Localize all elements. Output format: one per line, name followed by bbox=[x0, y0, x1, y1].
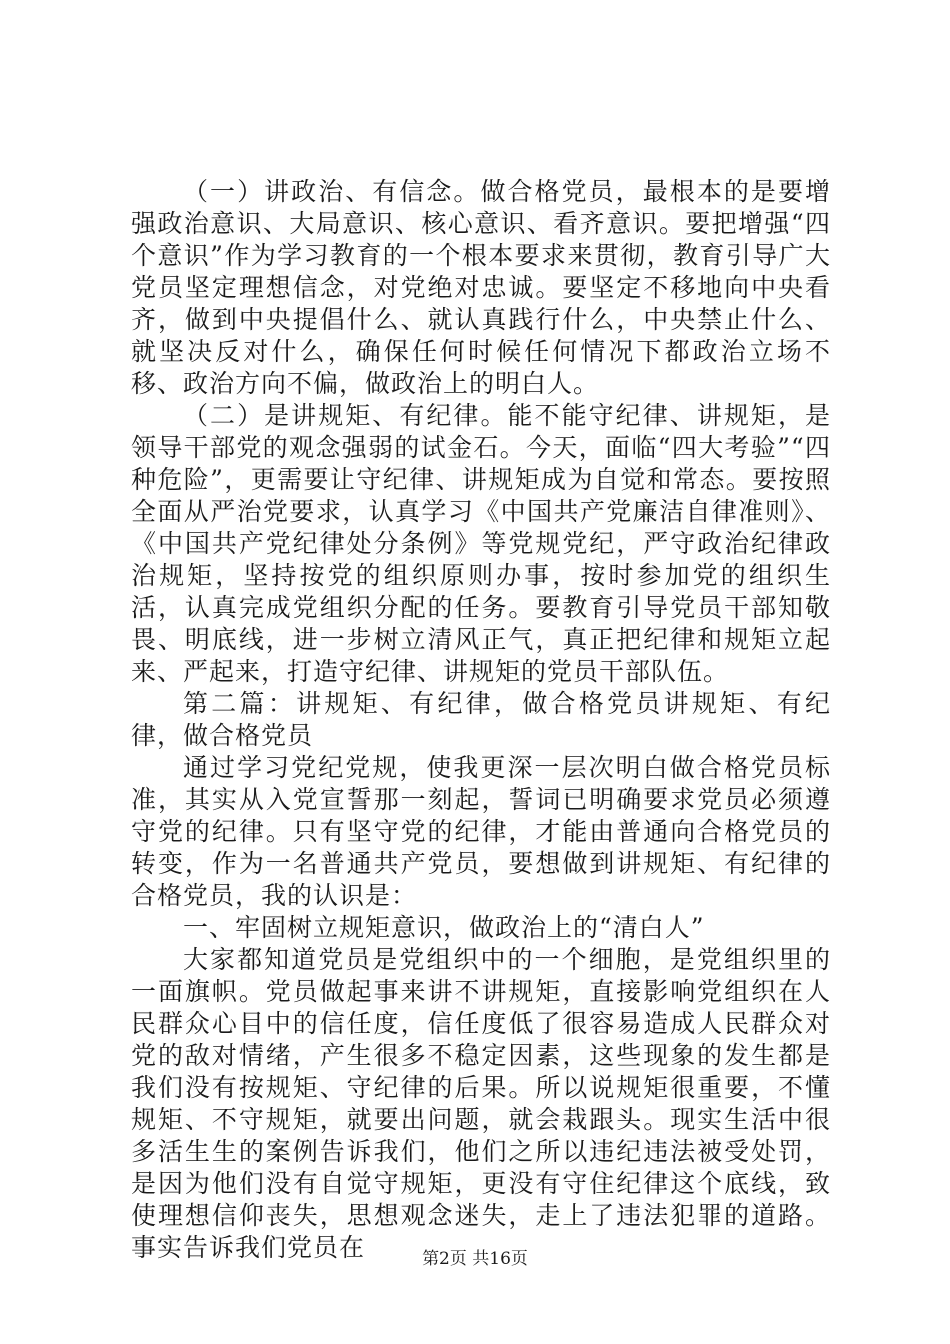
section-heading-second-article: 第二篇：讲规矩、有纪律，做合格党员讲规矩、有纪律，做合格党员 bbox=[131, 689, 831, 750]
paragraph-party-member-role: 大家都知道党员是党组织中的一个细胞，是党组织里的一面旗帜。党员做起事来讲不讲规矩，直接影响党组织在人民群众心目中的信任度，信任度低了很容易造成人民群众对党的敌对情绪，产生很多不稳定因素，这些现象的发生都是我们没有按规矩、守纪律的后果。所以说规矩很重要，不懂规矩、不守规矩，就要出问题，就会栽跟头。现实生活中很多活生生的案例告诉我们，他们之所以违纪违法被受处罚，是因为他们没有自觉守规矩，更没有守住纪律这个底线，致使理想信仰丧失，思想观念迷失，走上了违法犯罪的道路。事实告诉我们党员在 bbox=[131, 945, 831, 1262]
document-body bbox=[131, 176, 831, 1264]
subheading-rules-awareness: 一、牢固树立规矩意识，做政治上的“清白人” bbox=[183, 913, 705, 942]
page-number-footer: 第2页 共16页 bbox=[422, 1249, 528, 1269]
paragraph-study-understanding: 通过学习党纪党规，使我更深一层次明白做合格党员标准，其实从入党宣誓那一刻起，誓词已明确要求党员必须遵守党的纪律。只有坚守党的纪律，才能由普通向合格党员的转变，作为一名普通共产党员，要想做到讲规矩、有纪律的合格党员，我的认识是： bbox=[131, 753, 831, 910]
paragraph-rules-discipline: （二）是讲规矩、有纪律。能不能守纪律、讲规矩，是领导干部党的观念强弱的试金石。今天，面临“四大考验”“四种危险”，更需要让守纪律、讲规矩成为自觉和常态。要按照全面从严治党要求，认真学习《中国共产党廉洁自律准则》、《中国共产党纪律处分条例》等党规党纪，严守政治纪律政治规矩，坚持按党的组织原则办事，按时参加党的组织生活，认真完成党组织分配的任务。要教育引导党员干部知敬畏、明底线，进一步树立清风正气，真正把纪律和规矩立起来、严起来，打造守纪律、讲规矩的党员干部队伍。 bbox=[131, 401, 831, 686]
paragraph-political-belief: （一）讲政治、有信念。做合格党员，最根本的是要增强政治意识、大局意识、核心意识、看齐意识。要把增强“四个意识”作为学习教育的一个根本要求来贯彻，教育引导广大党员坚定理想信念，对党绝对忠诚。要坚定不移地向中央看齐，做到中央提倡什么、就认真践行什么，中央禁止什么、就坚决反对什么，确保任何时候任何情况下都政治立场不移、政治方向不偏，做政治上的明白人。 bbox=[131, 177, 831, 398]
